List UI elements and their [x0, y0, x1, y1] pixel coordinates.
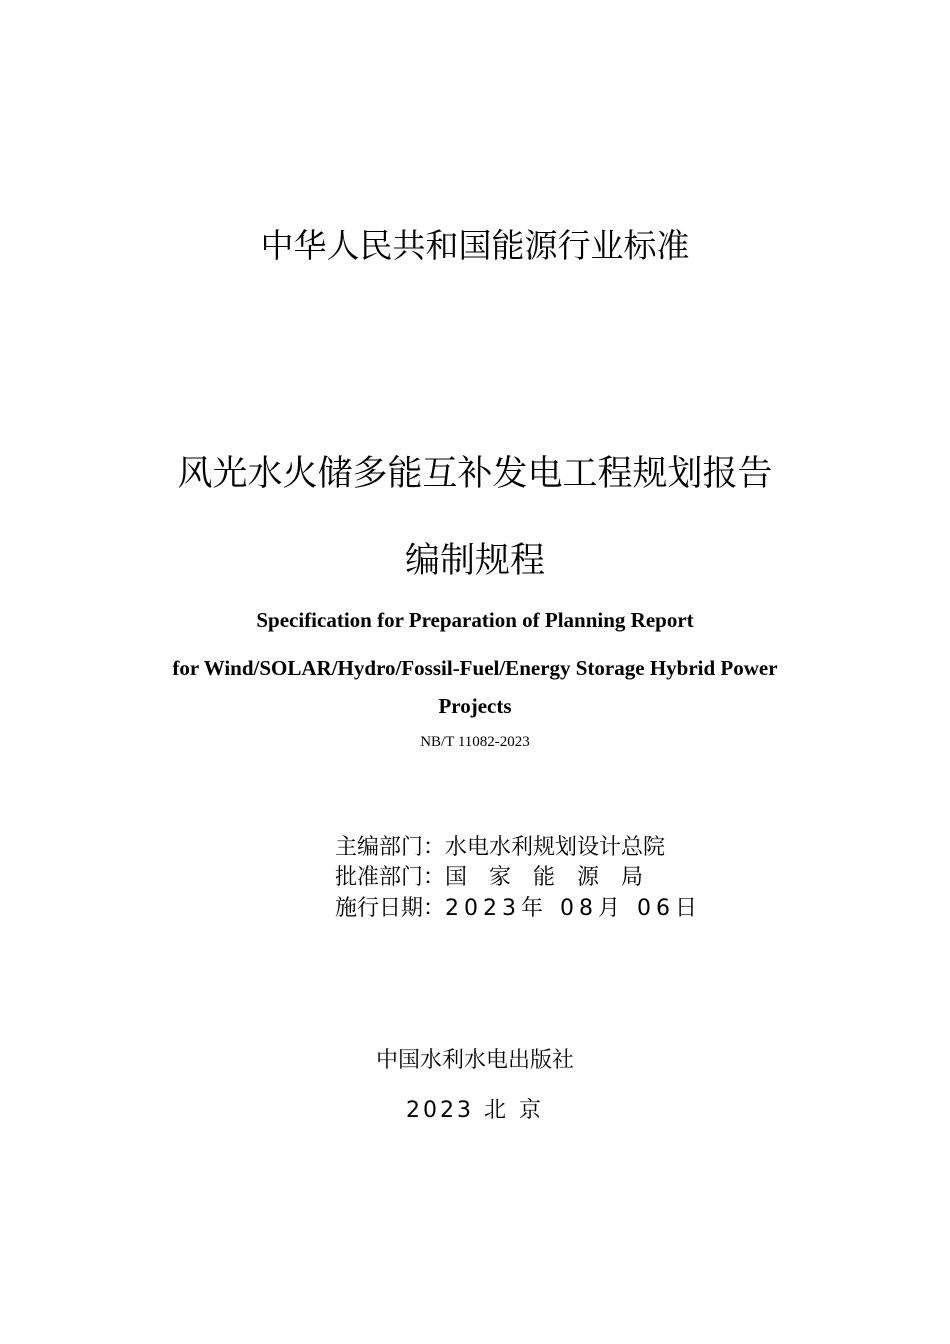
- english-title-line-3: Projects: [438, 694, 512, 718]
- effective-date-label: 施行日期：: [335, 896, 446, 921]
- publisher-name: 中国水利水电出版社: [375, 1048, 574, 1073]
- english-title-line-1: Specification for Preparation of Planning Report: [256, 608, 694, 632]
- document-title: 风光水火储多能互补发电工程规划报告: [177, 454, 773, 494]
- editor-department-row: [335, 833, 665, 863]
- document-title-continued: 编制规程: [404, 541, 545, 581]
- standard-category: 中华人民共和国能源行业标准: [260, 226, 690, 265]
- effective-date-row: [335, 894, 702, 924]
- publication-year-place: 2023 北 京: [406, 1098, 544, 1123]
- approver-department-value: 国家能源局: [445, 865, 666, 890]
- approver-department-label: 批准部门：: [335, 865, 446, 890]
- effective-date-value: 2023年 08月 06日: [445, 896, 702, 921]
- editor-department-value: 水电水利规划设计总院: [445, 835, 666, 860]
- editor-department-label: 主编部门：: [335, 835, 446, 860]
- standard-number: NB/T 11082-2023: [420, 734, 530, 750]
- approver-department-row: [335, 863, 665, 893]
- english-title-line-2: for Wind/SOLAR/Hydro/Fossil-Fuel/Energy Storage Hybrid Power: [172, 656, 778, 680]
